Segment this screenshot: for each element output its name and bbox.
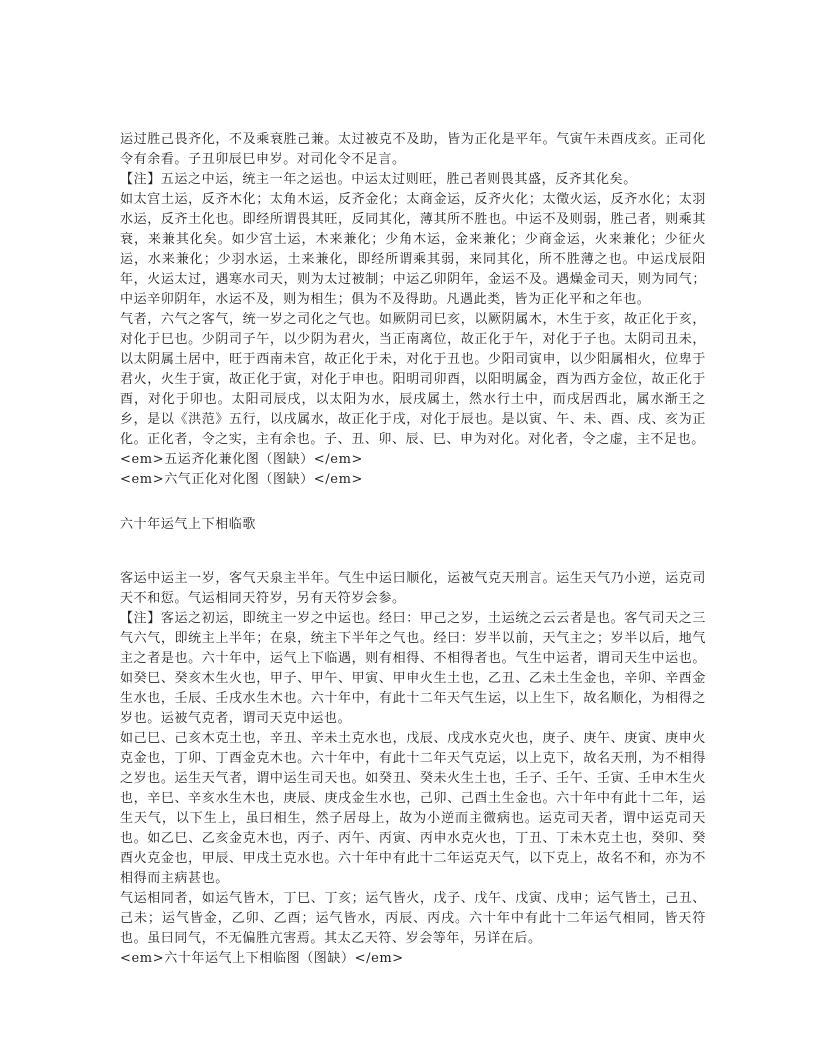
figure-missing-note: <em>六十年运气上下相临图（图缺）</em> [120, 951, 404, 966]
verse-paragraph: 客运中运主一岁，客气天泉主半年。气生中运曰顺化，运被气克天刑言。运生天气乃小逆，运克司天不和愆。气运相同天符岁，另有天符岁会参。 [120, 571, 706, 606]
body-paragraph: 如己巳、己亥木克土也，辛丑、辛未土克水也，戊辰、戊戌水克火也，庚子、庚午、庚寅、庚申火克金也，丁卯、丁酉金克木也。六十年中，有此十二年天气克运，以上克下，故名天刑，为不相得之岁也。运生天气者，谓中运生司天也。如癸丑、癸未火生土也，壬子、壬午、壬寅、壬申木生火也，辛巳、辛亥水生木也，庚辰、庚戌金生水也，己卯、己酉土生金也。六十年中有此十二年，运生天气，以下生上，虽曰相生，然子居母上，故为小逆而主微病也。运克司天者，谓中运克司天也。如乙巳、乙亥金克木也，丙子、丙午、丙寅、丙申水克火也，丁丑、丁未木克土也，癸卯、癸酉火克金也，甲辰、甲戌土克水也。六十年中有此十二年运克天气，以下克上，故名不和，亦为不相得而主病甚也。 [120, 731, 706, 886]
annotation-paragraph: 【注】客运之初运，即统主一岁之中运也。经曰：甲己之岁，土运统之云云者是也。客气司天之三气六气，即统主上半年；在泉，统主下半年之气也。经曰：岁半以前，天气主之；岁半以后，地气主之者是也。六十年中，运气上下临遇，则有相得、不相得者也。气生中运者，谓司天生中运也。如癸巳、癸亥木生火也，甲子、甲午、甲寅、甲申火生土也，乙丑、乙未土生金也，辛卯、辛酉金生水也，壬辰、壬戌水生木也。六十年中，有此十二年天气生运，以上生下，故名顺化，为相得之岁也。运被气克者，谓司天克中运也。 [120, 611, 706, 726]
section-heading: 六十年运气上下相临歌 [120, 517, 257, 532]
verse-paragraph: 运过胜己畏齐化，不及乘衰胜己兼。太过被克不及助，皆为正化是平年。气寅午未酉戌亥。正司化令有余看。子丑卯辰巳申岁。对司化令不足言。 [120, 132, 706, 167]
body-paragraph: 气运相同者，如运气皆木，丁巳、丁亥；运气皆火，戊子、戊午、戊寅、戊申；运气皆土，己丑、己未；运气皆金，乙卯、乙酉；运气皆水，丙辰、丙戌。六十年中有此十二年运气相同，皆天符也。虽曰同气，不无偏胜亢害焉。其太乙天符、岁会等年，另详在后。 [120, 891, 706, 946]
section-five-movements [120, 130, 706, 490]
body-paragraph: 如太宫土运，反齐木化；太角木运，反齐金化；太商金运，反齐火化；太徵火运，反齐水化；太羽水运，反齐土化也。即经所谓畏其旺，反同其化，薄其所不胜也。中运不及则弱，胜己者，则乘其衰，来兼其化矣。如少宫土运，木来兼化；少角木运，金来兼化；少商金运，火来兼化；少征火运，水来兼化；少羽水运，土来兼化，即经所谓乘其弱，来同其化，所不胜薄之也。中运戊辰阳年，火运太过，遇寒水司天，则为太过被制；中运乙卯阴年，金运不及。遇燥金司天，则为同气；中运辛卯阴年，水运不及，则为相生；俱为不及得助。凡遇此类，皆为正化平和之年也。 [120, 192, 706, 307]
annotation-paragraph: 【注】五运之中运，统主一年之运也。中运太过则旺，胜己者则畏其盛，反齐其化矣。 [120, 172, 637, 187]
figure-missing-note: <em>六气正化对化图（图缺）</em> [120, 472, 363, 487]
figure-missing-note: <em>五运齐化兼化图（图缺）</em> [120, 452, 363, 467]
body-paragraph: 气者，六气之客气，统一岁之司化之气也。如厥阴司巳亥，以厥阴属木，木生于亥，故正化于亥，对化于巳也。少阴司子午，以少阴为君火，当正南离位，故正化于午，对化于子也。太阴司丑未，以太阴属土居中，旺于西南未宫，故正化于未，对化于丑也。少阳司寅申，以少阳属相火，位卑于君火，火生于寅，故正化于寅，对化于申也。阳明司卯酉，以阳明属金，酉为西方金位，故正化于酉，对化于卯也。太阳司辰戌，以太阳为水，辰戌属土，然水行土中，而戌居西北，属水渐王之乡，是以《洪范》五行，以戌属水，故正化于戌，对化于辰也。是以寅、午、未、酉、戌、亥为正化。正化者，令之实，主有余也。子、丑、卯、辰、巳、申为对化。对化者，令之虚，主不足也。 [120, 312, 706, 447]
section-sixty-years [120, 569, 706, 969]
